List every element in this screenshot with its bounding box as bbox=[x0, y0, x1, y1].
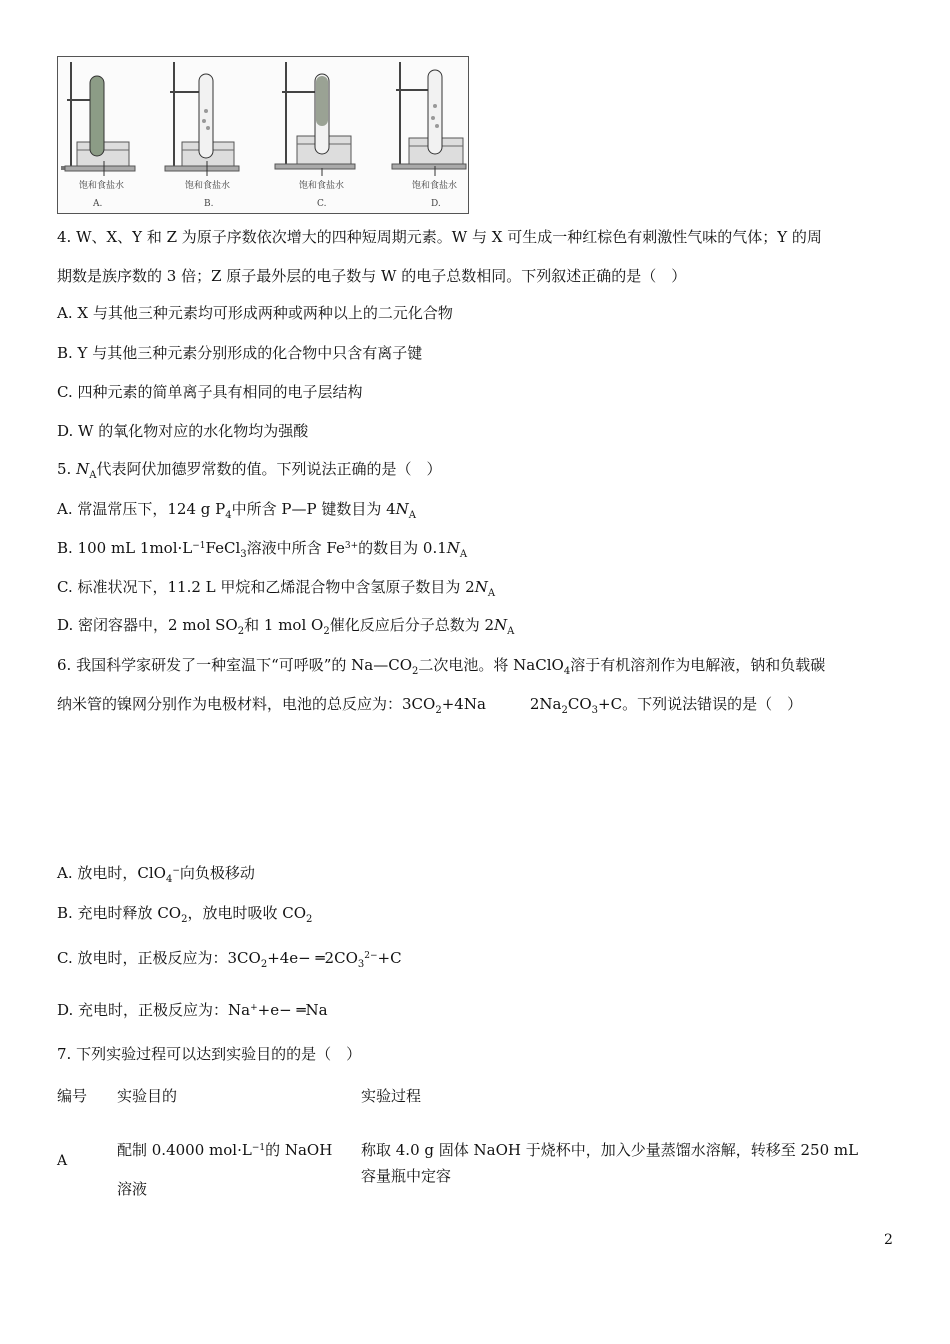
q4-option-c: C. 四种元素的简单离子具有相同的电子层结构 bbox=[57, 383, 363, 401]
table-header-id: 编号 bbox=[57, 1087, 88, 1105]
table-row-a-purpose-line1: 配制 0.4000 $mol\cdot L^{-1}$的 NaOH bbox=[117, 1141, 333, 1159]
q5-option-a: A. 常温常压下，124 g $P_4$中所含 P—P 键数目为 $4N_A$ bbox=[57, 500, 417, 521]
tube-a-caption: 饱和食盐水 bbox=[79, 181, 125, 191]
experiment-figure bbox=[57, 56, 469, 214]
table-row-a-process-line2: 容量瓶中定容 bbox=[361, 1167, 452, 1185]
table-header-process: 实验过程 bbox=[361, 1087, 422, 1105]
q7-stem: 7. 下列实验过程可以达到实验目的的是（ ） bbox=[57, 1045, 362, 1063]
tube-d-letter: D. bbox=[431, 199, 441, 209]
q5-option-b: B. 100 mL $1mol\cdot L^{-1}FeCl_3$溶液中所含 $Fe^{3+}$的数目为 $0.1N_A$ bbox=[57, 539, 468, 560]
q4-option-d: D. W 的氧化物对应的水化物均为强酸 bbox=[57, 422, 309, 440]
q6-stem-line2: 纳米管的镍网分别作为电极材料，电池的总反应为：$3CO_2+4Na$ $2Na_2CO_3+C$。下列说法错误的是（ ） bbox=[57, 695, 803, 716]
table-row-a-purpose-line2: 溶液 bbox=[117, 1180, 148, 1198]
tube-b-caption: 饱和食盐水 bbox=[185, 181, 231, 191]
tube-c-caption: 饱和食盐水 bbox=[299, 181, 345, 191]
page-number: 2 bbox=[884, 1232, 893, 1248]
tube-d-caption: 饱和食盐水 bbox=[412, 181, 458, 191]
tube-a-letter: A. bbox=[93, 199, 103, 209]
q6-option-c: C. 放电时，正极反应为：$3CO_2+4e-$ $═2CO_3^{2-}+C$ bbox=[57, 949, 402, 970]
q6-stem-line1: 6. 我国科学家研发了一种室温下“可呼吸”的 $Na—CO_2$二次电池。将 NaClO$_4$溶于有机溶剂作为电解液，钠和负载碳 bbox=[57, 656, 826, 677]
q5-option-d: D. 密闭容器中，2 mol $SO_2$和 1 mol $O_2$催化反应后分子总数为 $2N_A$ bbox=[57, 616, 515, 637]
tube-b-letter: B. bbox=[204, 199, 214, 209]
q4-stem-line1: 4. W、X、Y 和 Z 为原子序数依次增大的四种短周期元素。W 与 X 可生成一种红棕色有刺激性气味的气体；Y 的周 bbox=[57, 228, 822, 246]
q5-stem: 5. $N_A$代表阿伏加德罗常数的值。下列说法正确的是（ ） bbox=[57, 460, 442, 481]
q6-option-d: D. 充电时，正极反应为：Na++e− ═Na bbox=[57, 1001, 328, 1019]
q6-option-b: B. 充电时释放 $CO_2$，放电时吸收 $CO_2$ bbox=[57, 904, 313, 925]
tube-c-letter: C. bbox=[317, 199, 327, 209]
q6-option-a: A. 放电时，ClO$_4$−向负极移动 bbox=[57, 864, 255, 885]
q4-option-a: A. X 与其他三种元素均可形成两种或两种以上的二元化合物 bbox=[57, 304, 453, 322]
table-header-purpose: 实验目的 bbox=[117, 1087, 178, 1105]
table-row-a-id: A bbox=[57, 1153, 68, 1169]
q5-option-c: C. 标准状况下，11.2 L 甲烷和乙烯混合物中含氢原子数目为 $2N_A$ bbox=[57, 578, 496, 599]
q4-option-b: B. Y 与其他三种元素分别形成的化合物中只含有离子键 bbox=[57, 344, 423, 362]
table-row-a-process-line1: 称取 4.0 g 固体 NaOH 于烧杯中，加入少量蒸馏水溶解，转移至 250 mL bbox=[361, 1141, 859, 1159]
q4-stem-line2: 期数是族序数的 3 倍；Z 原子最外层的电子数与 W 的电子总数相同。下列叙述正确的是（ ） bbox=[57, 267, 687, 285]
